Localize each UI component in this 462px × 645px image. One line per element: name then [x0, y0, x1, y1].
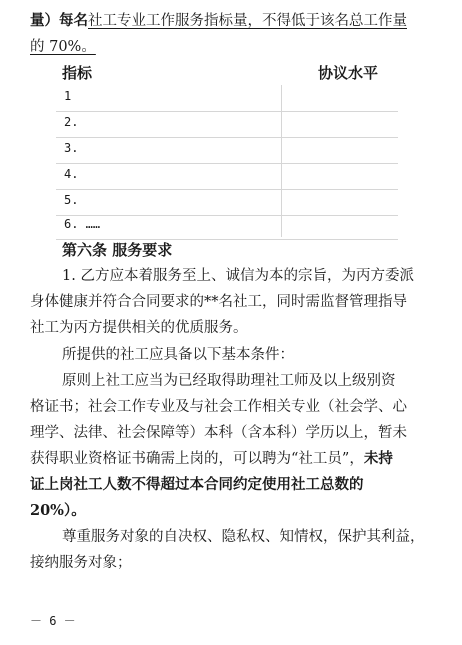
table-header-level: 协议水平 — [318, 64, 379, 82]
row-number: 6. …… — [64, 217, 101, 231]
paragraph-line: 身体健康并符合合同要求的**名社工，同时需监督管理指导 — [30, 294, 407, 310]
paragraph-line: 尊重服务对象的自决权、隐私权、知情权，保护其利益， — [62, 529, 425, 545]
row-number: 4. — [64, 167, 79, 181]
intro-line-1 — [30, 12, 407, 30]
table-row — [56, 213, 398, 240]
paragraph-line: 理学、法律、社会保障等）本科（含本科）学历以上，暂未 — [30, 425, 407, 441]
row-number: 3. — [64, 141, 79, 155]
intro-underlined: 社工专业工作服务指标量，不得低于该名总工作量 — [88, 13, 407, 29]
row-number: 1 — [64, 89, 72, 103]
paragraph-text: 获得职业资格证书确需上岗的，可以聘为“社工员”， — [30, 451, 364, 467]
table-header-indicator: 指标 — [62, 64, 93, 82]
paragraph-line: 原则上社工应当为已经取得助理社工师及以上级别资 — [62, 373, 396, 389]
page-number: － 6 － — [30, 614, 76, 628]
intro-bold: 量）每名 — [30, 12, 88, 29]
paragraph-line — [30, 450, 393, 468]
table-row — [56, 111, 398, 138]
row-number: 5. — [64, 193, 79, 207]
table-row — [56, 163, 398, 190]
paragraph-line: 格证书；社会工作专业及与社会工作相关专业（社会学、心 — [30, 399, 407, 415]
table-row — [56, 137, 398, 164]
paragraph-bold-line: 证上岗社工人数不得超过本合同约定使用社工总数的 — [30, 476, 364, 493]
paragraph-bold-line: 20%）。 — [30, 502, 86, 519]
paragraph-bold-text: 未持 — [363, 450, 393, 467]
table-row — [56, 85, 398, 112]
row-number: 2. — [64, 115, 79, 129]
paragraph-line: 接纳服务对象； — [30, 555, 132, 571]
table-row — [56, 189, 398, 216]
paragraph-line: 所提供的社工应具备以下基本条件： — [62, 347, 294, 363]
intro-line-2: 的 70%。 — [30, 39, 96, 55]
paragraph-line: 1. 乙方应本着服务至上、诚信为本的宗旨，为丙方委派 — [62, 268, 414, 284]
article-title: 第六条 服务要求 — [62, 241, 173, 259]
paragraph-line: 社工为丙方提供相关的优质服务。 — [30, 320, 248, 336]
